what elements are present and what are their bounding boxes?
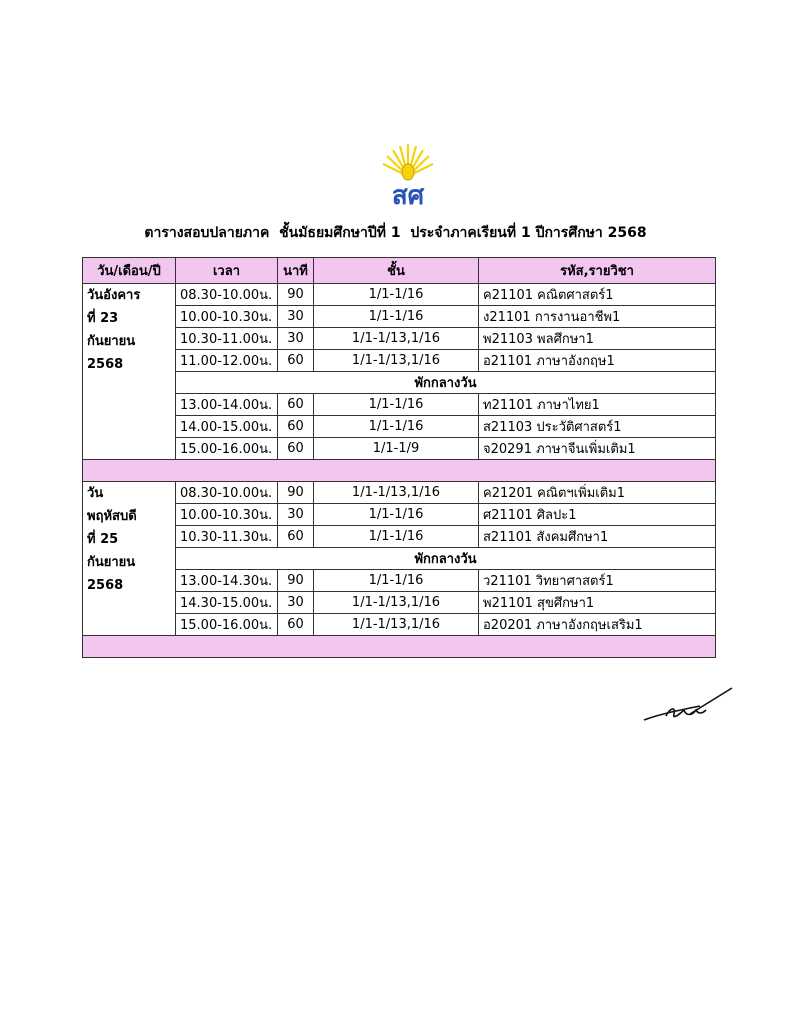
column-header: รหัส,รายวิชา [479,258,716,284]
class-cell: 1/1-1/13,1/16 [314,592,479,614]
lunch-break-label: พักกลางวัน [176,548,716,570]
minutes-cell: 60 [278,416,314,438]
time-cell: 10.30-11.30น. [176,526,278,548]
class-cell: 1/1-1/16 [314,284,479,306]
column-header: วัน/เดือน/ปี [83,258,176,284]
minutes-cell: 60 [278,350,314,372]
class-cell: 1/1-1/16 [314,526,479,548]
lunch-break-row [83,548,716,570]
subject-cell: ศ21101 ศิลปะ1 [479,504,716,526]
table-row [83,504,716,526]
subject-cell: ส21103 ประวัติศาสตร์1 [479,416,716,438]
day-separator [83,460,716,482]
minutes-cell: 90 [278,570,314,592]
subject-cell: พ21101 สุขศึกษา1 [479,592,716,614]
subject-cell: ว21101 วิทยาศาสตร์1 [479,570,716,592]
day-label-line: ที่ 25 [87,532,119,547]
day-separator [83,636,716,658]
day-cell [83,482,176,636]
table-row [83,284,716,306]
class-cell: 1/1-1/9 [314,438,479,460]
subject-cell: ท21101 ภาษาไทย1 [479,394,716,416]
class-cell: 1/1-1/16 [314,570,479,592]
table-row [83,416,716,438]
class-cell: 1/1-1/16 [314,306,479,328]
class-cell: 1/1-1/13,1/16 [314,350,479,372]
column-header: เวลา [176,258,278,284]
lunch-break-label: พักกลางวัน [176,372,716,394]
day-label-line: กันยายน [87,555,136,570]
minutes-cell: 60 [278,614,314,636]
minutes-cell: 30 [278,504,314,526]
time-cell: 15.00-16.00น. [176,614,278,636]
table-row [83,350,716,372]
column-header: นาที [278,258,314,284]
lunch-break-row [83,372,716,394]
time-cell: 14.00-15.00น. [176,416,278,438]
table-row [83,592,716,614]
exam-schedule-table [82,257,716,658]
minutes-cell: 60 [278,526,314,548]
time-cell: 08.30-10.00น. [176,284,278,306]
class-cell: 1/1-1/13,1/16 [314,482,479,504]
column-header: ชั้น [314,258,479,284]
day-label-line: ที่ 23 [87,311,119,326]
subject-cell: พ21103 พลศึกษา1 [479,328,716,350]
time-cell: 13.00-14.30น. [176,570,278,592]
day-separator-row [83,460,716,482]
class-cell: 1/1-1/16 [314,394,479,416]
day-label-line: วันอังคาร [87,288,141,303]
table-row [83,614,716,636]
page-title: ตารางสอบปลายภาค ชั้นมัธยมศึกษาปีที่ 1 ประจำภาคเรียนที่ 1 ปีการศึกษา 2568 [144,225,647,241]
subject-cell: อ21101 ภาษาอังกฤษ1 [479,350,716,372]
class-cell: 1/1-1/13,1/16 [314,614,479,636]
table-row [83,394,716,416]
table-row [83,438,716,460]
time-cell: 10.00-10.30น. [176,306,278,328]
minutes-cell: 30 [278,328,314,350]
time-cell: 10.00-10.30น. [176,504,278,526]
table-row [83,526,716,548]
subject-cell: ส21101 สังคมศึกษา1 [479,526,716,548]
logo-text: สศ [391,181,425,208]
day-separator-row [83,636,716,658]
subject-cell: ง21101 การงานอาชีพ1 [479,306,716,328]
day-label-line: กันยายน [87,334,136,349]
time-cell: 08.30-10.00น. [176,482,278,504]
minutes-cell: 60 [278,394,314,416]
class-cell: 1/1-1/13,1/16 [314,328,479,350]
signature [640,680,740,730]
minutes-cell: 30 [278,592,314,614]
table-row [83,570,716,592]
minutes-cell: 90 [278,482,314,504]
table-row [83,482,716,504]
time-cell: 13.00-14.00น. [176,394,278,416]
class-cell: 1/1-1/16 [314,504,479,526]
day-label-line: วัน [87,486,104,501]
day-label-line: 2568 [87,357,124,372]
subject-cell: จ20291 ภาษาจีนเพิ่มเติม1 [479,438,716,460]
table-row [83,306,716,328]
school-logo [377,140,439,208]
table-header-row [83,258,716,284]
minutes-cell: 90 [278,284,314,306]
time-cell: 10.30-11.00น. [176,328,278,350]
minutes-cell: 30 [278,306,314,328]
subject-cell: ค21201 คณิตฯเพิ่มเติม1 [479,482,716,504]
time-cell: 11.00-12.00น. [176,350,278,372]
subject-cell: ค21101 คณิตศาสตร์1 [479,284,716,306]
day-label-line: พฤหัสบดี [87,509,137,524]
time-cell: 14.30-15.00น. [176,592,278,614]
day-label-line: 2568 [87,578,124,593]
subject-cell: อ20201 ภาษาอังกฤษเสริม1 [479,614,716,636]
table-row [83,328,716,350]
day-cell [83,284,176,460]
class-cell: 1/1-1/16 [314,416,479,438]
time-cell: 15.00-16.00น. [176,438,278,460]
minutes-cell: 60 [278,438,314,460]
